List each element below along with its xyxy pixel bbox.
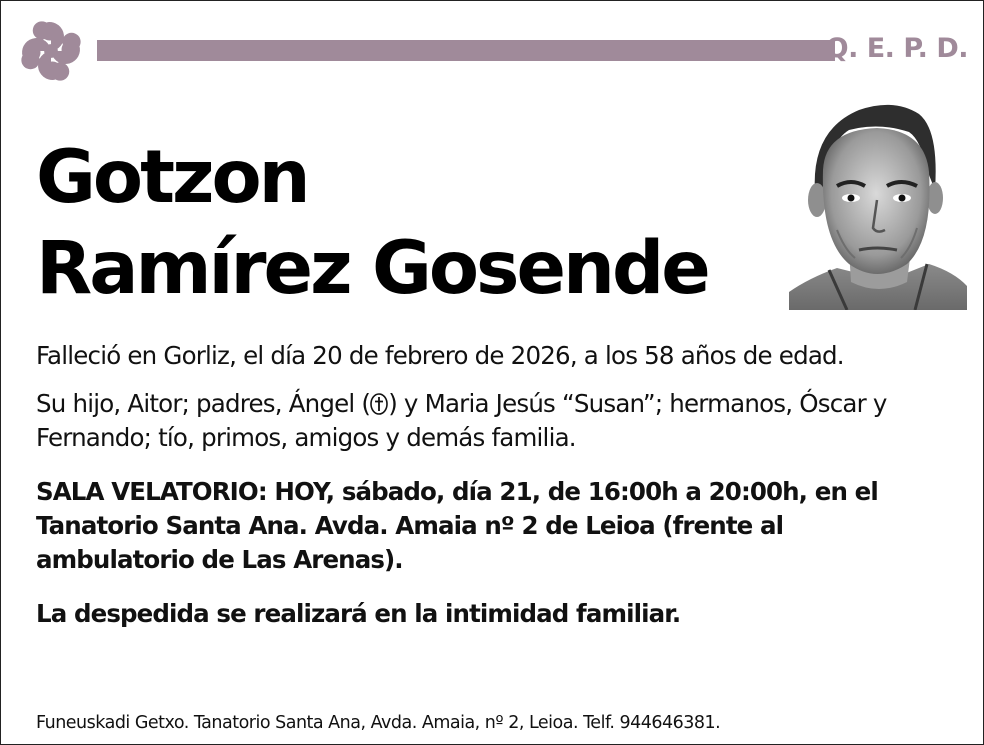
deceased-first-name: Gotzon — [36, 135, 308, 220]
farewell-notice: La despedida se realizará en la intimidad familiar. — [36, 599, 681, 628]
portrait-photo — [789, 100, 967, 310]
family-text-end: ) y Maria Jesús “Susan”; hermanos, Óscar y Fernando; tío, primos, amigos y demás familia. — [36, 389, 887, 452]
deceased-surnames: Ramírez Gosende — [36, 226, 708, 311]
family-text-start: Su hijo, Aitor; padres, Ángel ( — [36, 389, 371, 418]
header-bar — [97, 40, 835, 61]
cross-icon — [370, 393, 388, 415]
death-notice: Falleció en Gorliz, el día 20 de febrero de 2026, a los 58 años de edad. — [36, 341, 844, 370]
deceased-name — [36, 132, 708, 314]
qepd-badge: Q. E. P. D. — [825, 33, 968, 64]
wake-details: SALA VELATORIO: HOY, sábado, día 21, de 16:00h a 20:00h, en el Tanatorio Santa Ana. Avda. Amaia nº 2 de Leioa (frente al ambulatorio de Las Arenas). — [36, 477, 878, 574]
family-notice — [36, 387, 936, 455]
lauburu-icon — [13, 13, 89, 89]
funeral-home-info: Funeuskadi Getxo. Tanatorio Santa Ana, Avda. Amaia, nº 2, Leioa. Telf. 944646381. — [36, 713, 721, 733]
